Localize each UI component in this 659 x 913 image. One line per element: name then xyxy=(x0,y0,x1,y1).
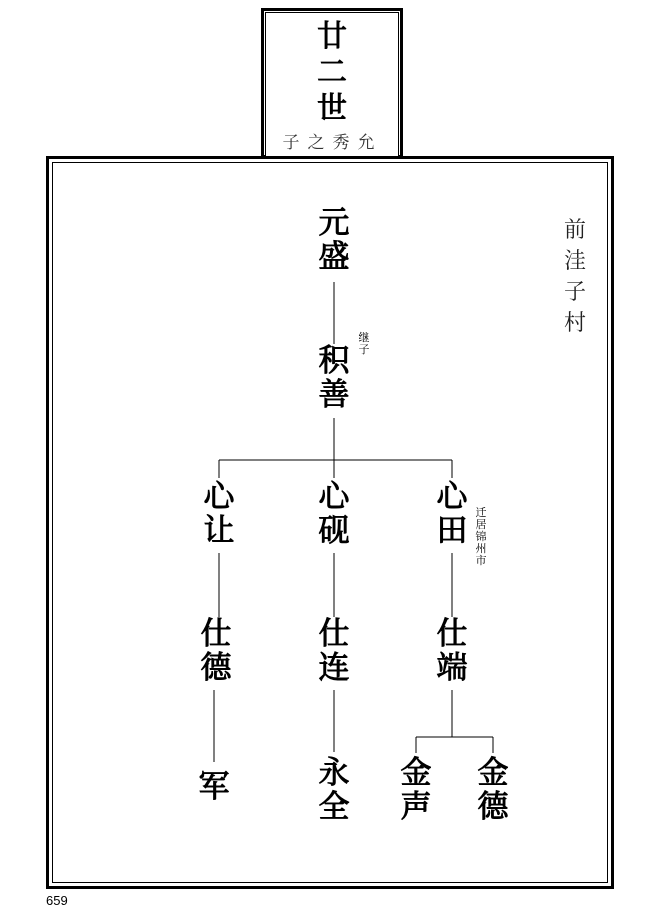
page-number: 659 xyxy=(46,893,68,908)
generation-char: 世 xyxy=(317,91,347,126)
person-name-shilian: 仕 连 xyxy=(318,616,350,686)
person-name-yongquan: 永 全 xyxy=(318,755,350,825)
person-name-yuansheng: 元 盛 xyxy=(318,205,350,275)
person-name-xintian: 心 田 xyxy=(436,479,468,549)
note-moved-to-jinzhou: 迁 居 锦 州 市 xyxy=(475,506,487,567)
person-name-shiduan: 仕 端 xyxy=(436,616,468,686)
person-name-jun: 军 xyxy=(198,769,230,805)
person-name-xinrang: 心 让 xyxy=(203,479,235,549)
generation-subtitle: 子之秀允 xyxy=(282,133,383,153)
generation-char: 二 xyxy=(317,55,347,90)
person-name-jinde: 金 德 xyxy=(477,755,509,825)
village-name: 前 洼 子 村 xyxy=(563,218,586,336)
person-name-shide: 仕 德 xyxy=(200,616,232,686)
person-name-jinsheng: 金 声 xyxy=(400,755,432,825)
note-adopted-son: 继 子 xyxy=(358,331,370,356)
person-name-xinyan: 心 砚 xyxy=(318,479,350,549)
person-name-jishan: 积 善 xyxy=(318,343,350,413)
generation-char: 廿 xyxy=(317,19,347,54)
